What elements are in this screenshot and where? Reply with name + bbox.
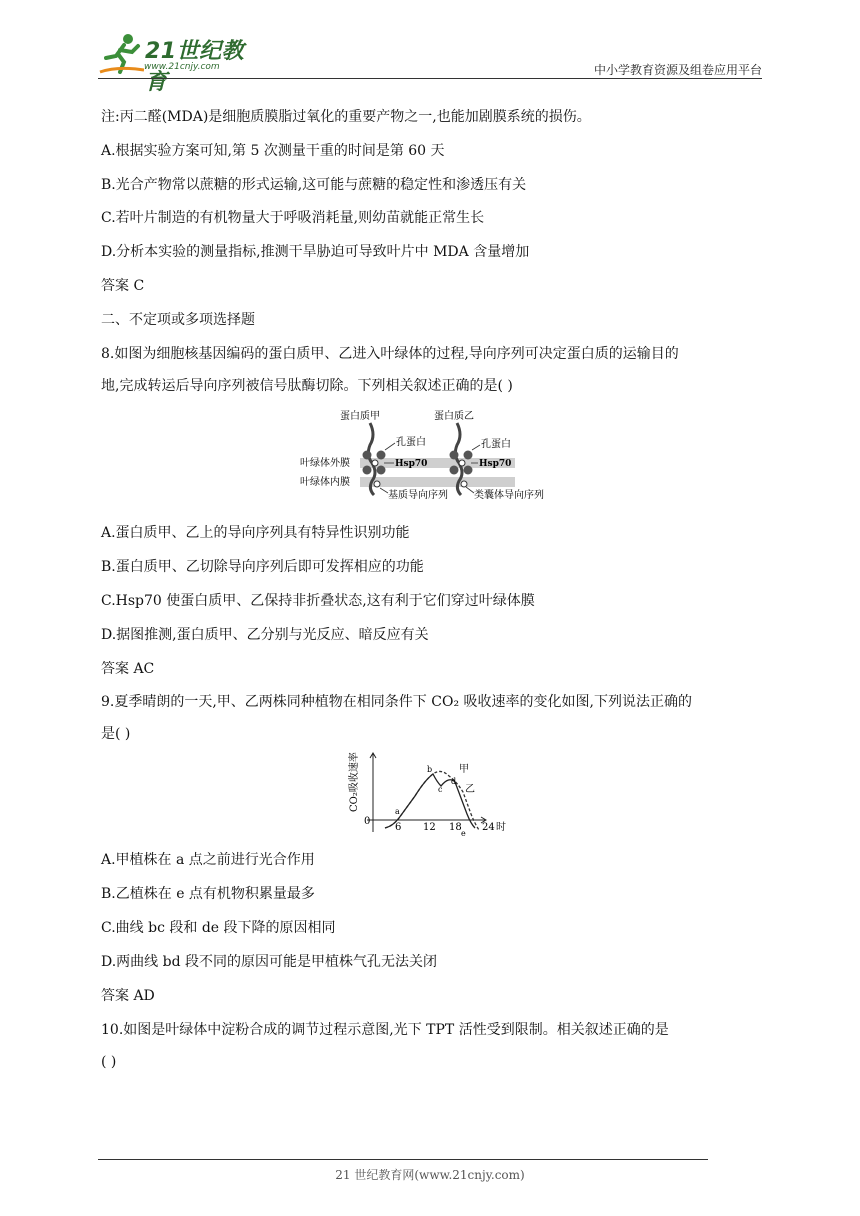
q7-answer: 答案 C <box>101 278 145 294</box>
q8-option-d: D.据图推测,蛋白质甲、乙分别与光反应、暗反应有关 <box>101 627 429 643</box>
protein-a-label: 蛋白质甲 <box>340 411 380 422</box>
tick-0: 0 <box>364 816 371 827</box>
pore-a-left <box>363 451 372 460</box>
point-e: e <box>461 829 466 838</box>
inner-membrane-label: 叶绿体内膜 <box>300 477 350 488</box>
point-b: b <box>427 765 433 774</box>
x-unit: 时 <box>496 822 506 833</box>
q7-option-a: A.根据实验方案可知,第 5 次测量干重的时间是第 60 天 <box>101 143 445 159</box>
q9-option-d: D.两曲线 bd 段不同的原因可能是甲植株气孔无法关闭 <box>101 954 437 970</box>
stroma-seq-label: 基质导向序列 <box>388 490 448 501</box>
q9-answer: 答案 AD <box>101 988 155 1004</box>
logo-text: 21世纪教育 <box>145 39 245 95</box>
curve-a-label: 甲 <box>459 764 469 775</box>
curve-b-label: 乙 <box>465 784 475 795</box>
page-header <box>98 30 762 95</box>
pore-a-label: 孔蛋白 <box>396 437 426 448</box>
tick-6: 6 <box>395 822 402 833</box>
q9-option-b: B.乙植株在 e 点有机物积累量最多 <box>101 886 315 902</box>
page-footer: 21 世纪教育网(www.21cnjy.com) <box>335 1168 525 1182</box>
thylakoid-seq-label: 类囊体导向序列 <box>474 490 544 501</box>
q8-stem-line1: 8.如图为细胞核基因编码的蛋白质甲、乙进入叶绿体的过程,导向序列可决定蛋白质的运输目的 <box>101 346 679 362</box>
runner-icon <box>98 32 146 76</box>
point-c: c <box>438 785 443 794</box>
q7-option-c: C.若叶片制造的有机物量大于呼吸消耗量,则幼苗就能正常生长 <box>101 210 485 226</box>
pore-b-right <box>464 451 473 460</box>
y-axis-label: CO₂吸收速率 <box>349 752 360 812</box>
hsp-b-label: Hsp70 <box>479 459 512 469</box>
q9-option-a: A.甲植株在 a 点之前进行光合作用 <box>101 852 315 868</box>
point-d: d <box>451 777 457 786</box>
section-heading: 二、不定项或多项选择题 <box>101 312 255 328</box>
q7-option-d: D.分析本实验的测量指标,推测干旱胁迫可导致叶片中 MDA 含量增加 <box>101 244 530 260</box>
outer-membrane-label: 叶绿体外膜 <box>300 458 350 469</box>
pore-b-left <box>450 451 459 460</box>
protein-import-figure <box>300 405 562 505</box>
header-divider <box>98 78 762 79</box>
logo-url: www.21cnjy.com <box>144 62 220 72</box>
tick-24: 24 <box>482 822 495 833</box>
footer-divider <box>98 1159 708 1160</box>
q8-stem-line2: 地,完成转运后导向序列被信号肽酶切除。下列相关叙述正确的是( ) <box>101 378 513 394</box>
note-mda: 注:丙二醛(MDA)是细胞质膜脂过氧化的重要产物之一,也能加剧膜系统的损伤。 <box>101 109 591 125</box>
q8-option-b: B.蛋白质甲、乙切除导向序列后即可发挥相应的功能 <box>101 559 424 575</box>
q9-stem-line2: 是( ) <box>101 726 131 742</box>
point-a: a <box>395 807 400 816</box>
site-logo <box>98 32 258 95</box>
q9-stem-line1: 9.夏季晴朗的一天,甲、乙两株同种植物在相同条件下 CO₂ 吸收速率的变化如图,下列说法正确的 <box>101 694 692 710</box>
pore-b-label: 孔蛋白 <box>481 439 511 450</box>
hsp-a-label: Hsp70 <box>395 459 428 469</box>
q8-answer: 答案 AC <box>101 661 155 677</box>
q10-stem-line2: ( ) <box>101 1054 117 1070</box>
protein-b-label: 蛋白质乙 <box>434 411 474 422</box>
co2-uptake-figure <box>345 752 510 838</box>
pore-a-right <box>377 451 386 460</box>
inner-membrane-band <box>360 477 515 487</box>
q9-option-c: C.曲线 bc 段和 de 段下降的原因相同 <box>101 920 336 936</box>
q7-option-b: B.光合产物常以蔗糖的形式运输,这可能与蔗糖的稳定性和渗透压有关 <box>101 177 527 193</box>
tick-12: 12 <box>423 822 436 833</box>
platform-label: 中小学教育资源及组卷应用平台 <box>593 63 762 77</box>
q8-option-c: C.Hsp70 使蛋白质甲、乙保持非折叠状态,这有利于它们穿过叶绿体膜 <box>101 593 535 609</box>
q10-stem-line1: 10.如图是叶绿体中淀粉合成的调节过程示意图,光下 TPT 活性受到限制。相关叙述正确的是 <box>101 1022 669 1038</box>
tick-18: 18 <box>449 822 462 833</box>
q8-option-a: A.蛋白质甲、乙上的导向序列具有特异性识别功能 <box>101 525 410 541</box>
